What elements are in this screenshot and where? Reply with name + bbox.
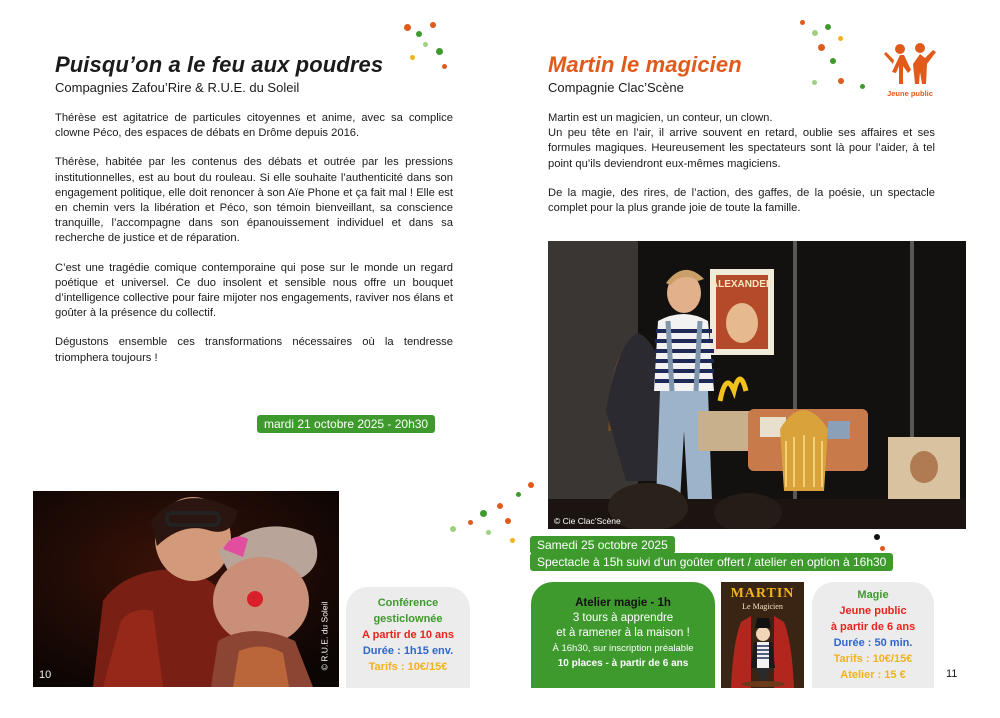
atelier-line: et à ramener à la maison !	[556, 627, 690, 639]
right-paragraph: Martin est un magicien, un conteur, un clown. Un peu tête en l’air, il arrive souvent en retard, oublie ses affaires et ses formules magiques. Heureusement les spectateurs sont là pour l’aider, à tel point qu’ils deviendront eux-mêmes magiciens.	[548, 112, 935, 170]
atelier-registration: À 16h30, sur inscription préalable	[552, 643, 694, 654]
right-schedule-banner: Spectacle à 15h suivi d’un goûter offert / atelier en option à 16h30	[530, 553, 893, 571]
left-paragraph: C’est une tragédie comique contemporaine qui pose sur le monde un regard poétique et universel. Ce duo insolent et sensible nous offre un bouquet d’intelligence collective pour faire mijoter nos engagements, raviver nos élans et goûter à la présence du collectif.	[55, 261, 453, 320]
right-photo-credit: © Cie Clac’Scène	[554, 516, 621, 526]
clowns-photo-illustration	[33, 491, 339, 687]
left-info-card	[346, 587, 470, 688]
duration: Durée : 1h15 env.	[362, 645, 454, 657]
prices: Tarifs : 10€/15€	[368, 661, 448, 673]
left-paragraph: Thérèse est agitatrice de particules citoyennes et anime, avec sa complice clowne Péco, des espaces de débats en Drôme depuis 2016.	[55, 112, 453, 140]
right-body	[548, 111, 935, 230]
left-title: Puisqu’on a le feu aux poudres	[55, 52, 384, 77]
right-photo	[548, 241, 966, 529]
left-body	[55, 111, 453, 380]
right-paragraph: De la magie, des rires, de l’action, des gaffes, de la poésie, un spectacle complet pour la plus grande joie de toute la famille.	[548, 186, 935, 215]
atelier-card	[531, 582, 715, 688]
martin-poster	[721, 582, 804, 688]
poster-illustration	[721, 582, 804, 688]
left-date-banner: mardi 21 octobre 2025 - 20h30	[257, 415, 435, 433]
right-subtitle: Compagnie Clac’Scène	[548, 80, 684, 95]
jeune-public-label: Jeune public	[887, 89, 933, 98]
event-type: Magie	[857, 589, 889, 601]
atelier-line: 3 tours à apprendre	[572, 612, 674, 624]
duration: Durée : 50 min.	[833, 637, 913, 649]
page-number-10: 10	[39, 669, 52, 681]
prices: Tarifs : 10€/15€	[833, 653, 913, 665]
left-paragraph: Thérèse, habitée par les contenus des débats et outrée par les pressions institutionnelles, est au bout du rouleau. Si elle souhaite l’authenticité dans son engagement politique, elle doit renoncer à son Aïe Phone et ça fait mal ! Elle est en chemin vers la libération et Péco, son témoin bienveillant, sa conscience tranquille, l’accompagne dans son épanouissement individuel et dans sa recherche de justice et de réparation.	[55, 156, 453, 245]
audience: Jeune public	[839, 605, 907, 617]
page-number-11: 11	[946, 668, 958, 680]
poster-title: MARTIN	[730, 586, 795, 601]
magician-photo-illustration	[548, 241, 966, 529]
atelier-title: Atelier magie - 1h	[575, 597, 671, 609]
atelier-price: Atelier : 15 €	[840, 669, 906, 681]
left-subtitle: Compagnies Zafou’Rire & R.U.E. du Soleil	[55, 80, 300, 95]
right-title: Martin le magicien	[548, 52, 742, 77]
right-info-card	[812, 582, 934, 688]
left-photo	[33, 491, 339, 687]
left-photo-credit: © R.U.E. du Soleil	[319, 601, 330, 671]
event-type: Conférence gesticlownée	[373, 597, 443, 625]
age-range: A partir de 10 ans	[362, 629, 454, 641]
left-paragraph: Dégustons ensemble ces transformations nécessaires où la tendresse triomphera toujours !	[55, 336, 453, 364]
atelier-places: 10 places - à partir de 6 ans	[557, 658, 689, 669]
right-date-banner: Samedi 25 octobre 2025	[530, 536, 675, 554]
age-range: à partir de 6 ans	[830, 621, 916, 633]
children-icon	[882, 42, 938, 86]
poster-alexander-text: ALEXANDER	[710, 279, 774, 290]
jeune-public-badge	[880, 42, 940, 98]
poster-subtitle: Le Magicien	[742, 602, 783, 611]
